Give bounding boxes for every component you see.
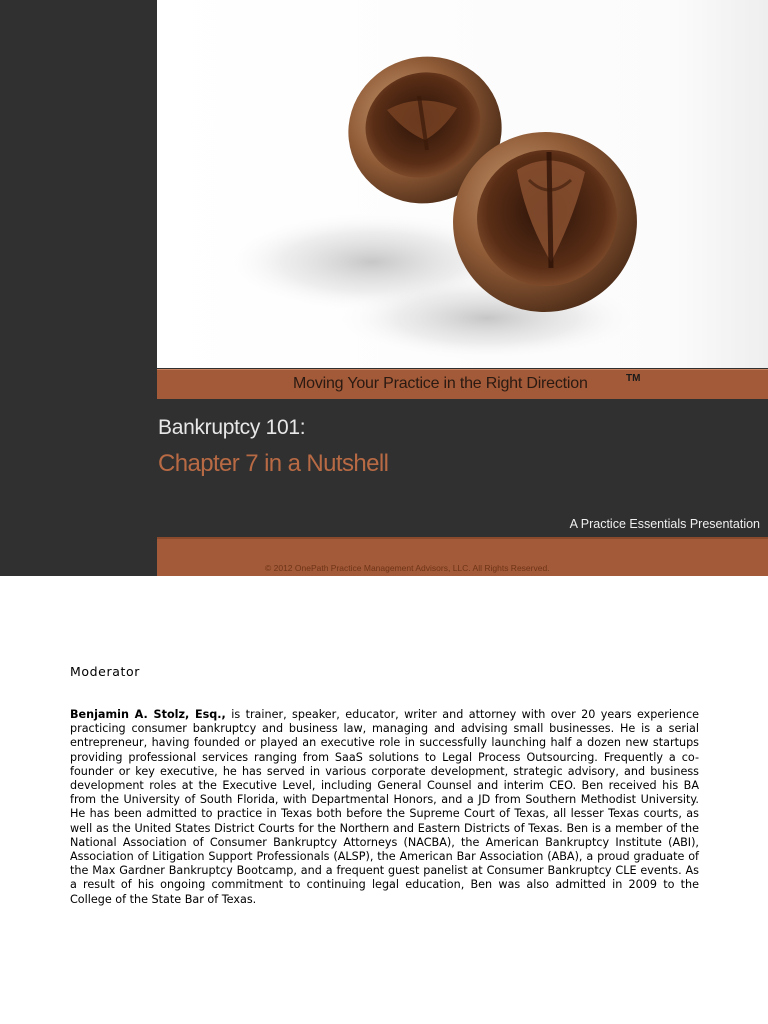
moderator-bio: [70, 708, 699, 907]
walnut-shells-photo: [157, 0, 768, 368]
moderator-name: Benjamin A. Stolz, Esq.,: [70, 708, 226, 721]
moderator-bio-text: is trainer, speaker, educator, writer and attorney with over 20 years experience practicing consumer bankruptcy and business law, managing and advising small businesses. He is a serial entrepreneur, having founded or played an executive role in successfully launching half a dozen new startups providing professional services ranging from SaaS solutions to Legal Process Outsourcing. Frequently a co-founder or key executive, he has served in various corporate development, strategic advisory, and business development roles at the Executive Level, including General Counsel and interim CEO. Ben received his BA from the University of South Florida, with Departmental Honors, and a JD from Southern Methodist University. He has been admitted to practice in Texas both before the Supreme Court of Texas, all lesser Texas courts, as well as the United States District Courts for the Northern and Eastern Districts of Texas. Ben is a member of the National Association of Consumer Bankruptcy Attorneys (NACBA), the American Bankruptcy Institute (ABI), Association of Litigation Support Professionals (ALSP), the American Bar Association (ABA), a proud graduate of the Max Gardner Bankruptcy Bootcamp, and a frequent guest panelist at Consumer Bankruptcy CLE events. As a result of his ongoing commitment to continuing legal education, Ben was also admitted in 2009 to the College of the State Bar of Texas.: [70, 708, 699, 906]
walnut-illustration: [157, 0, 768, 368]
presentation-label: A Practice Essentials Presentation: [569, 517, 760, 531]
moderator-heading: Moderator: [70, 664, 140, 679]
slide-subtitle: Chapter 7 in a Nutshell: [158, 450, 389, 477]
footer-band: [157, 537, 768, 576]
tagline-band: [157, 369, 768, 399]
trademark-mark: TM: [626, 373, 641, 384]
tagline: Moving Your Practice in the Right Direction: [293, 375, 588, 392]
copyright-notice: © 2012 OnePath Practice Management Advisors, LLC. All Rights Reserved.: [265, 563, 550, 573]
slide-title: Bankruptcy 101:: [158, 416, 306, 439]
